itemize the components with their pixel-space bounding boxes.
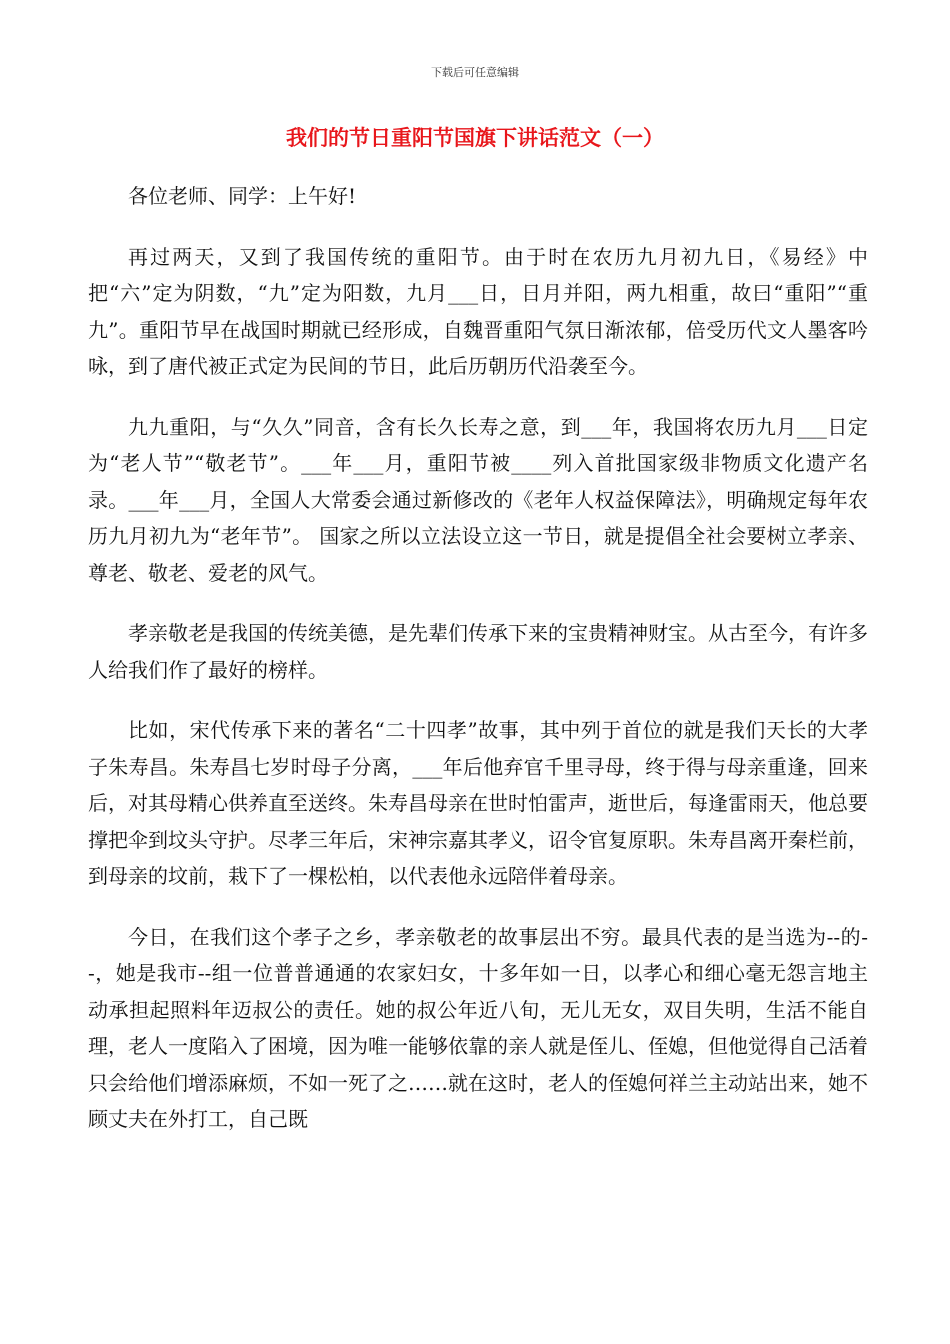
document-title: 我们的节日重阳节国旗下讲话范文（一） (286, 125, 664, 150)
paragraph-origin: 再过两天，又到了我国传统的重阳节。由于时在农历九月初九日，《易经》中把“六”定为阴数，“九”定为阳数，九月___日，日月并阳，两九相重，故曰“重阳”“重九”。重阳节早在战国时期就已经形成，自魏晋重阳气氛日渐浓郁，倍受历代文人墨客吟咏，到了唐代被正式定为民间的节日，此后历朝历代沿袭至今。 (88, 244, 868, 378)
paragraph-tradition: 孝亲敬老是我国的传统美德，是先辈们传承下来的宝贵精神财宝。从古至今，有许多人给我们作了最好的榜样。 (88, 621, 868, 682)
paragraph-elderly-day: 九九重阳，与“久久”同音，含有长久长寿之意，到___年，我国将农历九月___日定为“老人节”“敬老节”。___年___月，重阳节被____列入首批国家级非物质文化遗产名录。___年___月，全国人大常委会通过新修改的《老年人权益保障法》，明确规定每年农历九月初九为“老年节”。 国家之所以立法设立这一节日，就是提倡全社会要树立孝亲、尊老、敬老、爱老的风气。 (88, 414, 868, 585)
paragraph-zhu-shouchang: 比如，宋代传承下来的著名“二十四孝”故事，其中列于首位的就是我们天长的大孝子朱寿昌。朱寿昌七岁时母子分离，___年后他弃官千里寻母，终于得与母亲重逢，回来后，对其母精心供养直至送终。朱寿昌母亲在世时怕雷声，逝世后，每逢雷雨天，他总要撑把伞到坟头守护。尽孝三年后，宋神宗嘉其孝义，诏令官复原职。朱寿昌离开秦栏前，到母亲的坟前，栽下了一棵松柏，以代表他永远陪伴着母亲。 (88, 718, 868, 888)
document-body (88, 178, 868, 1162)
header-note: 下载后可任意编辑 (431, 66, 519, 79)
paragraph-today: 今日，在我们这个孝子之乡，孝亲敬老的故事层出不穷。最具代表的是当选为--的--，她是我市--组一位普普通通的农家妇女，十多年如一日，以孝心和细心毫无怨言地主动承担起照料年迈叔公的责任。她的叔公年近八旬，无儿无女，双目失明，生活不能自理，老人一度陷入了困境，因为唯一能够依靠的亲人就是侄儿、侄媳，但他觉得自己活着只会给他们增添麻烦，不如一死了之……就在这时，老人的侄媳何祥兰主动站出来，她不顾丈夫在外打工，自己既 (88, 924, 868, 1131)
paragraph-greeting: 各位老师、同学：上午好! (128, 184, 357, 208)
